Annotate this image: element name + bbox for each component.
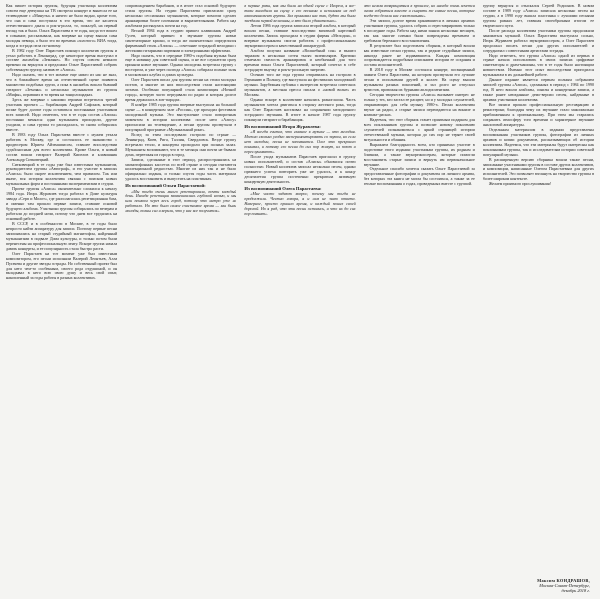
paragraph: Здесь же впервые с нашими героями встретился третий участник проекта — барабанщик Андрей Сафонов, который позже будет долгие годы оставаться постоянным участником всех записей. Надо отметить, что в те годы состав «Алисы» постоянно менялся: одни музыканты приходили, другие уходили, и сама группа то распадалась, то снова собиралась вместе. [6, 97, 118, 132]
text-column-5 [483, 4, 594, 593]
paragraph: Надо отметить, что группа «Алиса» одной из первых в стране начала использовать в своих записях цифровые синтезаторы и драм-машины, что в те годы было настоящим новшеством. Именно этот опыт впоследствии пригодился музыкантам в их дальнейшей работе. [482, 52, 595, 78]
paragraph: Осенью того же года группа отправилась на гастроли в Германию и Польшу, где выступала на фестивалях молодежной музыки. Зарубежная публика с интересом встретила советских музыкантов, а местная пресса писала о «новой волне» из Москвы. [244, 72, 356, 98]
paragraph: Все записи прошли профессиональную реставрацию и ремастеринг, благодаря чему их звучание стало максимально приближенным к оригинальному. При этом мы старались сохранить атмосферу того времени и характерное звучание аналоговой аппаратуры. [482, 102, 595, 127]
paragraph: Данное издание является первым полным собранием записей группы «Алиса», сделанных в период с 1984 по 1990 год. В него вошли альбомы, синглы и концертные записи, а также ранее неизданные демо-версии песен, найденные в архивах участников коллектива. [482, 77, 595, 103]
paragraph: Отдельное спасибо хочется сказать Ольге Парастаевой за предоставленные фотографии и документы из личного архива, без которых эта книга не могла бы состояться, а также за ее теплые воспоминания о годах, проведенных вместе с группой. [363, 166, 475, 187]
paragraph: Однако вскоре в коллективе начались разногласия. Часть музыкантов хотела двигаться в сторону жесткого рока, тогда как Олег Парастаев настаивал на сохранении мелодичного эстрадного звучания. В итоге в начале 1987 года группу покинули гитарист и барабанщик. [244, 97, 356, 122]
paragraph: Отдельным материалом в издании представлены воспоминания участников группы, фотографии из личных архивов и копии документов, рассказывающих об истории коллектива. Надеемся, что эти материалы будут интересны как поклонникам группы, так и исследователям истории советской популярной музыки. [482, 126, 595, 157]
paragraph: Выражаем благодарность всем, кто принимал участие в подготовке этого издания: участникам группы, их родным и близким, а также звукорежиссерам, которые помогли восстановить старые записи и вернуть им первоначальное звучание. [363, 141, 475, 167]
paragraph: сопровождением барабанов, и в итоге стал основой будущего стиля группы. На студии Парастаева пригласили сразу несколько сессионных музыкантов, которые помогли сделать аранжировки более плотными и выразительными. Работа над альбомом растянулась почти на год. [125, 4, 237, 28]
paragraph: В 2018 году в Москве состоялся концерт, посвященный памяти Олега Парастаева, на котором прозвучали его лучшие песни в исполнении друзей и коллег. На сцену вышли музыканты разных поколений, и зал долго не отпускал артистов, провожая их бурными аплодисментами. [363, 67, 475, 93]
paragraph: Эти записи, долгое время хранившиеся в личных архивах участников группы, удалось собрать и отреставрировать только в последние годы. Работа над ними заняла несколько месяцев, так как многие пленки были повреждены временем и требовали бережного восстановления. [363, 17, 475, 43]
paragraph: Олег Парастаев писал для группы песни на стихи молодых поэтов, и многие из них впоследствии стали настоящими хитами. Особенно популярной стала композиция «Ночной город», которую часто передавали по радио и которая долгое время держалась в хит-парадах. [125, 77, 237, 103]
paragraph: В ноябре 1985 года группа впервые выступила на большой сцене — в концертном зале «Россия», где проходил фестиваль молодежной музыки. Это выступление стало поворотным моментом в истории коллектива: после него «Алису» пригласили на телевидение, а песни группы прозвучали в популярной программе «Музыкальный ринг». [125, 102, 237, 132]
signature-date: декабрь 2018 г. [561, 587, 590, 593]
signature-place: Москва-Санкт-Петербург, [539, 582, 590, 588]
paragraph: Сегодня творчество группы «Алиса» вызывает интерес не только у тех, кто застал ее расцвет, но и у молодых слушателей, открывающих для себя музыку 1980-х. Песни коллектива звучат на радио, а старые записи переиздаются на виниле и компакт-дисках. [363, 92, 475, 117]
section-heading: Из воспоминаний Игоря Журавлева: [244, 123, 321, 129]
paragraph: Летом 1986 года группа записала второй альбом, в который вошли песни, ставшие впоследствии визитной карточкой коллектива. Запись проходила в студии фирмы «Мелодия», и впервые музыканты смогли работать с профессиональным звукорежиссером и качественной аппаратурой. [244, 22, 356, 48]
author-signature-block [454, 578, 590, 593]
paragraph: После ухода музыкантов Парастаев пригласил в группу новых исполнителей, и состав «Алисы» обновился почти полностью. Новый коллектив записал несколько песен, однако прежнего успеха повторить уже не удалось, и к концу десятилетия группа постепенно прекратила активную концертную деятельность. [244, 153, 356, 184]
section-heading: Из воспоминаний Ольги Парастаевой: [125, 183, 206, 189]
paragraph: Надо сказать, что в середине 1980-х подобная музыка была еще в новинку для советской сцены, и не все слушатели сразу приняли новое звучание. Однако молодежь встретила группу с восторгом, и уже через полгода «Алиса» собирала полные залы в московских клубах и домах культуры. [125, 52, 237, 78]
paragraph: Надо сказать, что в тот момент еще никто из нас не знал, что в ближайшее время на отечественной сцене появится множество подобных групп, а пока в ансамбль вошли бывший гитарист «Землян» и несколько музыкантов из группы «Мифы», игравших в то время на танцплощадках. [6, 72, 118, 98]
section-heading: Из воспоминаний Олега Парастаева: [244, 185, 322, 191]
text-column-3 [244, 4, 355, 593]
paragraph: Надеемся, что этот сборник станет приятным подарком для всех поклонников группы и позволит новому поколению слушателей познакомиться с яркой страницей истории отечественной музыки, которая до сих пор не теряет своей актуальности и обаяния. [363, 116, 475, 142]
paragraph: Ситковецкий в те годы уже был известным музыкантом, руководителем группы «Автограф», и его участие в записях «Алисы» было скорее исключением, чем правилом. Так или иначе, вся история коллектива связана с поиском новых музыкальных форм и постоянными экспериментами в студии. [6, 161, 118, 187]
author-name: Максим КОНДРАШОВ, [537, 577, 590, 583]
text-column-1 [6, 4, 117, 593]
paragraph: Записи, сделанные в этот период, распространялись на магнитофонных кассетах по всей стране и сегодня считаются коллекционной редкостью. Многие из них так и не были официально изданы, и только спустя годы часть материала удалось восстановить и выпустить на пластинках. [125, 156, 237, 182]
text-column-4 [364, 4, 475, 593]
paragraph: В 1982 году Олег Парастаев покинул коллектив группы и уехал работать в Ленинград, где некоторое время выступал в составе ансамбля «Земляне». Но спустя совсем немного времени он вернулся и предложил Ольге Парастаевой собрать собственную группу, назвав ее «Алиса». [6, 47, 118, 73]
paragraph: В СССР, и в особенности в Москве, в те годы было непросто найти аппаратуру для записи. Поэтому первые песни записывались на старый студийный магнитофон, найденный музыкантами в подвале Дома культуры, и только потом были перенесены на профессиональную ленту. Вскоре группа начала давать концерты, и ее популярность стала быстро расти. [6, 220, 118, 251]
paragraph: В 1983 году Ольга Парастаева вместе с мужем уехала работать в Москву, где и состоялось ее знакомство с продюсером Юрием Айзеншписом, ставшее впоследствии судьбоносным для всего коллектива. Кроме Ольги, в новый состав вошли гитарист Валерий Кипелов и клавишник Александр Ситковецкий. [6, 131, 118, 162]
paragraph: Альбом получил название «Волшебный сон» и вышел тиражом в несколько сотен тысяч экземпляров. Критики отмечали смелость аранжировок и необычный для того времени вокал Ольги Парастаевой, который сочетал в себе эстрадную выучку и рок-н-ролльную энергию. [244, 47, 356, 73]
text-column-2 [125, 4, 236, 593]
paragraph: «Мне часто задают вопрос, почему мы тогда не продолжили. Честно говоря, я и сам не знаю ответа. Наверное, просто пришло время, и каждый пошел своей дорогой. Но я рад, что эти песни остались, и что их до сих пор помнят». [244, 190, 356, 216]
paragraph: в первые разы, как мы были на одной сцене с Игорем, я все-таки выходила на сцену с его песнями и исполняла их под аккомпанемент группы. Зал принимал нас так, будто мы были звездами первой величины, и это было удивительно». [244, 4, 356, 23]
paragraph: В расширенную версию сборника вошли также песни, записанные участниками группы в составе других коллективов, и композиции, написанные Олегом Парастаевым для других исполнителей. Это позволяет взглянуть на творчество группы в более широком контексте. [482, 156, 595, 182]
paragraph: После распада коллектива участники группы продолжили заниматься музыкой. Ольга Парастаева выступала сольно, Игорь Журавлев работал звукорежиссером, а Олег Парастаев продолжал писать песни для других исполнителей и сотрудничал с известными артистами эстрады. [482, 27, 595, 53]
paragraph: Проект группы «Алиса» окончательно сложился к началу 1984 года. Игорь Журавлев тогда работал в Доме культуры завода «Серп и Молот», где располагалась репетиционная база, и именно там прошли первые записи, ставшие основой будущего альбома. Участники группы собирались по вечерам и работали до поздней ночи, потому что днем все трудились на основной работе. [6, 186, 118, 221]
paragraph: что нельзя возвращаться в прошлое, но иногда очень хочется снова собраться вместе и сыграть те самые песни, которые когда-то делали нас счастливыми». [363, 4, 475, 18]
paragraph: Весной 1984 года в студию пришел клавишник Андрей Гусев, который привнес в звучание группы новые синтезаторные краски, и тогда же окончательно определился фирменный стиль «Алисы» — сочетание эстрадной мелодики с жесткими гитарными партиями и электронными эффектами. [125, 27, 237, 53]
paragraph: Вслед за этим последовали гастроли по стране — Ленинград, Киев, Рига, Таллин, Свердловск. Везде группу встречали тепло, и концерты проходили при полных залах. Музыканты вспоминают, что в те месяцы они почти не бывали дома, переезжая из города в город. [125, 131, 237, 157]
paragraph: Олег Парастаев на тот момент уже был известным композитором, его песни исполняли Валерий Леонтьев, Алла Пугачева и другие звезды эстрады. Но собственный проект был для него чем-то особенным, своего рода отдушиной, и он вкладывал в него всю свою душу и весь свой опыт, накопленный за годы работы в разных коллективах. [6, 250, 118, 281]
paragraph: Желаем приятного прослушивания! [488, 181, 552, 187]
paragraph: «Я всегда считал, что главное в музыке — это мелодия. Можно сколько угодно экспериментировать со звуком, но если нет мелодии, песня не запомнится. Олег это прекрасно понимал, и потому его песни до сих пор живут, их поют и переслушивают». [244, 129, 356, 154]
paragraph: группу вернулся и отыскался Сергей Родионов. В новом составе в 1989 году «Алиса» записала несколько песен на студии, а в 1990 году вышла пластинка с лучшими песнями группы разных лет, ставшая своеобразным итогом ее творческого пути. [482, 4, 595, 28]
paragraph: «Мы тогда очень много репетировали, почти каждый день. Иногда репетиции заканчивались глубокой ночью, и мы шли пешком через весь город, потому что метро уже не работало. Но это было самое счастливое время — мы были молоды, полны сил и верили, что у нас все получится». [125, 188, 237, 214]
paragraph: В результате был подготовлен сборник, в который вошли как известные песни группы, так и редкие студийные записи, никогда ранее не издававшиеся. Каждая композиция сопровождается подробным описанием истории ее создания и состава исполнителей. [363, 42, 475, 68]
paragraph: Как пишет история группы, будущая участница коллектива совсем еще девчушка на ТВ смотрела концерт и вынесла ее на телевидение с «Минуты» и ничего не было видно, кроме того, что она и сама поступила в это время, что же касается отечественного джаза и рок-н-ролла, то, пожалуй, на первый взгляд так и было. Ольга Парастаева в те годы, когда тот вошел в сознание, рассказывала, как впервые на сцену вышла сама молодая певица, а было это во времена «золотого» ВИА тогда, когда и эстрада пела по-новому. [6, 4, 118, 48]
